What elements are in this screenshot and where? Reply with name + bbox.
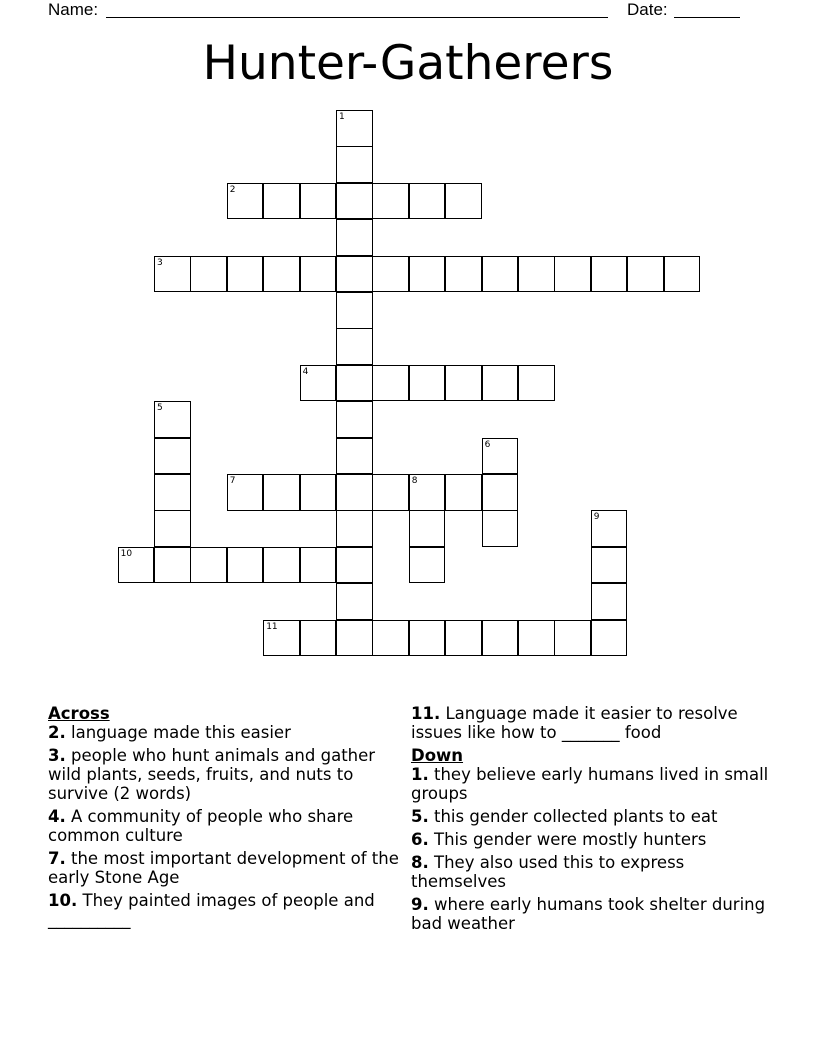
- crossword-cell[interactable]: [482, 256, 519, 293]
- down-clue: 6. This gender were mostly hunters: [411, 830, 707, 849]
- crossword-cell[interactable]: [409, 547, 446, 584]
- crossword-cell[interactable]: [445, 183, 482, 220]
- crossword-cell[interactable]: [409, 256, 446, 293]
- crossword-cell[interactable]: [154, 438, 191, 475]
- crossword-cell[interactable]: [409, 365, 446, 402]
- clue-number: 3: [157, 257, 163, 268]
- crossword-cell[interactable]: [263, 183, 300, 220]
- crossword-cell[interactable]: [336, 438, 373, 475]
- clue-number: 2: [229, 184, 236, 195]
- crossword-cell[interactable]: [336, 510, 373, 547]
- clue-number: 11: [266, 621, 278, 632]
- name-blank-line[interactable]: [106, 0, 608, 18]
- across-clue: 4. A community of people who share common culture: [48, 807, 354, 845]
- crossword-cell[interactable]: [263, 547, 300, 584]
- crossword-cell[interactable]: [409, 474, 446, 511]
- crossword-cell[interactable]: [227, 183, 264, 220]
- crossword-cell[interactable]: [227, 256, 264, 293]
- crossword-cell[interactable]: [190, 547, 227, 584]
- crossword-cell[interactable]: [482, 620, 519, 657]
- crossword-cell[interactable]: [372, 620, 409, 657]
- header: [48, 0, 768, 20]
- crossword-cell[interactable]: [591, 256, 628, 293]
- crossword-cell[interactable]: [300, 256, 337, 293]
- crossword-cell[interactable]: [591, 510, 628, 547]
- crossword-cell[interactable]: [154, 256, 191, 293]
- crossword-cell[interactable]: [445, 256, 482, 293]
- crossword-cell[interactable]: [372, 183, 409, 220]
- crossword-cell[interactable]: [336, 328, 373, 365]
- crossword-cell[interactable]: [300, 620, 337, 657]
- down-clue: 5. this gender collected plants to eat: [411, 807, 718, 826]
- crossword-cell[interactable]: [591, 583, 628, 620]
- crossword-cell[interactable]: [482, 365, 519, 402]
- crossword-cell[interactable]: [336, 292, 373, 329]
- crossword-cell[interactable]: [372, 256, 409, 293]
- clues-right-column: [411, 704, 781, 937]
- crossword-cell[interactable]: [336, 583, 373, 620]
- clue-number: 5: [157, 403, 163, 414]
- crossword-cell[interactable]: [336, 474, 373, 511]
- crossword-cell[interactable]: [300, 474, 337, 511]
- crossword-cell[interactable]: [518, 620, 555, 657]
- crossword-cell[interactable]: [336, 365, 373, 402]
- crossword-cell[interactable]: [336, 146, 373, 183]
- crossword-cell[interactable]: [627, 256, 664, 293]
- crossword-cell[interactable]: [300, 365, 337, 402]
- crossword-cell[interactable]: [336, 183, 373, 220]
- crossword-cell[interactable]: [409, 183, 446, 220]
- crossword-cell[interactable]: [372, 365, 409, 402]
- crossword-cell[interactable]: [336, 256, 373, 293]
- crossword-cell[interactable]: [154, 474, 191, 511]
- crossword-cell[interactable]: [445, 365, 482, 402]
- across-clue: 7. the most important development of the early Stone Age: [48, 849, 399, 887]
- date-label: Date:: [627, 0, 668, 19]
- across-clue: 2. language made this easier: [48, 723, 291, 742]
- crossword-cell[interactable]: [591, 620, 628, 657]
- crossword-cell[interactable]: [336, 547, 373, 584]
- clue-number: 10: [120, 548, 133, 559]
- crossword-cell[interactable]: [336, 401, 373, 438]
- across-clue: 3. people who hunt animals and gather wild plants, seeds, fruits, and nuts to survive (2 words): [48, 746, 376, 803]
- crossword-cell[interactable]: [154, 401, 191, 438]
- crossword-cell[interactable]: [300, 547, 337, 584]
- clue-number: 8: [411, 476, 418, 486]
- crossword-cell[interactable]: [518, 256, 555, 293]
- crossword-cell[interactable]: [518, 365, 555, 402]
- name-label: Name:: [48, 0, 99, 19]
- crossword-cell[interactable]: [482, 438, 519, 475]
- crossword-cell[interactable]: [118, 547, 155, 584]
- crossword-cell[interactable]: [300, 183, 337, 220]
- down-heading: Down: [411, 746, 464, 765]
- crossword-cell[interactable]: [336, 219, 373, 256]
- crossword-cell[interactable]: [336, 110, 373, 147]
- across-clue: 11. Language made it easier to resolve issues like how to _______ food: [411, 704, 738, 742]
- crossword-cell[interactable]: [482, 474, 519, 511]
- crossword-cell[interactable]: [263, 620, 300, 657]
- crossword-cell[interactable]: [336, 620, 373, 657]
- across-heading: Across: [48, 704, 110, 723]
- page-title: Hunter-Gatherers: [202, 36, 614, 91]
- crossword-cell[interactable]: [409, 510, 446, 547]
- down-clue: 9. where early humans took shelter during bad weather: [411, 895, 766, 933]
- crossword-cell[interactable]: [554, 620, 591, 657]
- crossword-cell[interactable]: [445, 474, 482, 511]
- crossword-cell[interactable]: [482, 510, 519, 547]
- down-clue: 1. they believe early humans lived in small groups: [411, 765, 769, 803]
- down-clue: 8. They also used this to express themselves: [411, 853, 685, 891]
- crossword-cell[interactable]: [664, 256, 701, 293]
- clue-number: 1: [339, 112, 345, 122]
- crossword-cell[interactable]: [263, 256, 300, 293]
- crossword-cell[interactable]: [409, 620, 446, 657]
- crossword-cell[interactable]: [227, 474, 264, 511]
- crossword-cell[interactable]: [154, 547, 191, 584]
- date-blank-line[interactable]: [674, 0, 740, 18]
- across-clue: 10. They painted images of people and __________: [48, 891, 375, 929]
- crossword-cell[interactable]: [154, 510, 191, 547]
- crossword-cell[interactable]: [190, 256, 227, 293]
- crossword-cell[interactable]: [445, 620, 482, 657]
- crossword-cell[interactable]: [227, 547, 264, 584]
- clue-number: 4: [302, 366, 309, 377]
- crossword-cell[interactable]: [372, 474, 409, 511]
- crossword-cell[interactable]: [591, 547, 628, 584]
- clues-left-column: [48, 704, 404, 933]
- clue-number: 6: [484, 439, 491, 450]
- crossword-cell[interactable]: [263, 474, 300, 511]
- clue-number: 7: [229, 476, 236, 486]
- clue-number: 9: [593, 512, 600, 523]
- crossword-cell[interactable]: [554, 256, 591, 293]
